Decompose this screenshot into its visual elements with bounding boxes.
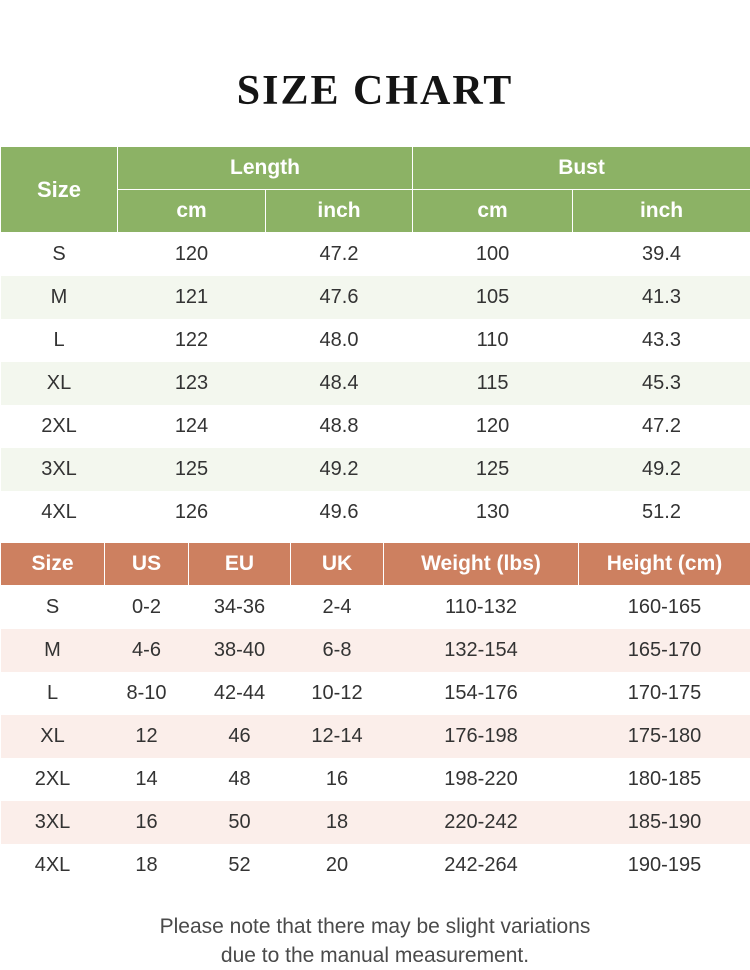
table-row (1, 844, 750, 887)
table-row (1, 448, 750, 491)
conversion-header-eu: EU (189, 543, 291, 586)
cell-height: 180-185 (579, 758, 750, 801)
table-row (1, 758, 750, 801)
cell-length-cm: 121 (118, 276, 266, 319)
cell-uk: 18 (291, 801, 384, 844)
cell-size: L (1, 672, 105, 715)
cell-weight: 110-132 (384, 586, 579, 630)
cell-us: 18 (105, 844, 189, 887)
table-row (1, 405, 750, 448)
cell-length-cm: 122 (118, 319, 266, 362)
cell-height: 190-195 (579, 844, 750, 887)
cell-us: 0-2 (105, 586, 189, 630)
cell-size: S (1, 233, 118, 277)
cell-length-inch: 47.2 (266, 233, 413, 277)
table-row (1, 491, 750, 534)
conversion-table (0, 542, 750, 887)
cell-weight: 132-154 (384, 629, 579, 672)
cell-bust-inch: 43.3 (573, 319, 750, 362)
disclaimer-line-2: due to the manual measurement. (40, 942, 710, 970)
cell-length-inch: 49.6 (266, 491, 413, 534)
cell-uk: 2-4 (291, 586, 384, 630)
conversion-header-height: Height (cm) (579, 543, 750, 586)
cell-size: S (1, 586, 105, 630)
cell-eu: 34-36 (189, 586, 291, 630)
cell-size: L (1, 319, 118, 362)
cell-uk: 20 (291, 844, 384, 887)
cell-bust-cm: 110 (413, 319, 573, 362)
table-row (1, 319, 750, 362)
table-row (1, 715, 750, 758)
cell-length-inch: 48.8 (266, 405, 413, 448)
cell-us: 12 (105, 715, 189, 758)
conversion-header-row (1, 543, 750, 586)
conversion-header-size: Size (1, 543, 105, 586)
cell-eu: 52 (189, 844, 291, 887)
cell-size: M (1, 629, 105, 672)
cell-size: XL (1, 715, 105, 758)
cell-height: 170-175 (579, 672, 750, 715)
cell-bust-cm: 120 (413, 405, 573, 448)
measurement-unit-header-bust-cm: cm (413, 190, 573, 233)
cell-eu: 46 (189, 715, 291, 758)
table-row (1, 586, 750, 630)
cell-weight: 220-242 (384, 801, 579, 844)
cell-uk: 6-8 (291, 629, 384, 672)
measurement-unit-header-length-inch: inch (266, 190, 413, 233)
conversion-header-us: US (105, 543, 189, 586)
table-row (1, 362, 750, 405)
cell-length-inch: 47.6 (266, 276, 413, 319)
cell-length-cm: 124 (118, 405, 266, 448)
cell-size: 4XL (1, 491, 118, 534)
cell-weight: 242-264 (384, 844, 579, 887)
cell-size: 3XL (1, 448, 118, 491)
measurement-group-header-length: Length (118, 147, 413, 190)
page-title: SIZE CHART (0, 0, 750, 114)
cell-length-inch: 48.4 (266, 362, 413, 405)
cell-height: 175-180 (579, 715, 750, 758)
cell-bust-inch: 41.3 (573, 276, 750, 319)
cell-length-cm: 120 (118, 233, 266, 277)
conversion-header-weight: Weight (lbs) (384, 543, 579, 586)
cell-length-inch: 49.2 (266, 448, 413, 491)
table-row (1, 629, 750, 672)
measurement-size-header: Size (1, 147, 118, 233)
table-row (1, 672, 750, 715)
cell-bust-cm: 130 (413, 491, 573, 534)
cell-size: XL (1, 362, 118, 405)
cell-size: 3XL (1, 801, 105, 844)
cell-uk: 12-14 (291, 715, 384, 758)
cell-us: 16 (105, 801, 189, 844)
conversion-header-uk: UK (291, 543, 384, 586)
disclaimer-note (0, 887, 750, 970)
cell-uk: 16 (291, 758, 384, 801)
cell-size: 4XL (1, 844, 105, 887)
cell-height: 185-190 (579, 801, 750, 844)
cell-us: 8-10 (105, 672, 189, 715)
cell-bust-cm: 100 (413, 233, 573, 277)
cell-length-cm: 125 (118, 448, 266, 491)
cell-us: 4-6 (105, 629, 189, 672)
measurement-unit-header-bust-inch: inch (573, 190, 750, 233)
cell-size: 2XL (1, 405, 118, 448)
disclaimer-line-1: Please note that there may be slight variations (40, 913, 710, 941)
cell-weight: 198-220 (384, 758, 579, 801)
table-row (1, 801, 750, 844)
cell-height: 160-165 (579, 586, 750, 630)
cell-bust-inch: 39.4 (573, 233, 750, 277)
cell-bust-inch: 47.2 (573, 405, 750, 448)
cell-bust-cm: 125 (413, 448, 573, 491)
cell-weight: 154-176 (384, 672, 579, 715)
cell-bust-inch: 49.2 (573, 448, 750, 491)
cell-eu: 38-40 (189, 629, 291, 672)
cell-us: 14 (105, 758, 189, 801)
cell-bust-cm: 115 (413, 362, 573, 405)
cell-uk: 10-12 (291, 672, 384, 715)
cell-length-inch: 48.0 (266, 319, 413, 362)
cell-eu: 50 (189, 801, 291, 844)
cell-size: M (1, 276, 118, 319)
cell-length-cm: 123 (118, 362, 266, 405)
measurement-group-header-bust: Bust (413, 147, 750, 190)
cell-height: 165-170 (579, 629, 750, 672)
cell-eu: 42-44 (189, 672, 291, 715)
measurement-table (0, 146, 750, 534)
cell-weight: 176-198 (384, 715, 579, 758)
table-row (1, 276, 750, 319)
measurement-unit-header-length-cm: cm (118, 190, 266, 233)
cell-bust-cm: 105 (413, 276, 573, 319)
cell-bust-inch: 51.2 (573, 491, 750, 534)
cell-bust-inch: 45.3 (573, 362, 750, 405)
cell-size: 2XL (1, 758, 105, 801)
cell-eu: 48 (189, 758, 291, 801)
measurement-group-header-row (1, 147, 750, 190)
table-row (1, 233, 750, 277)
cell-length-cm: 126 (118, 491, 266, 534)
